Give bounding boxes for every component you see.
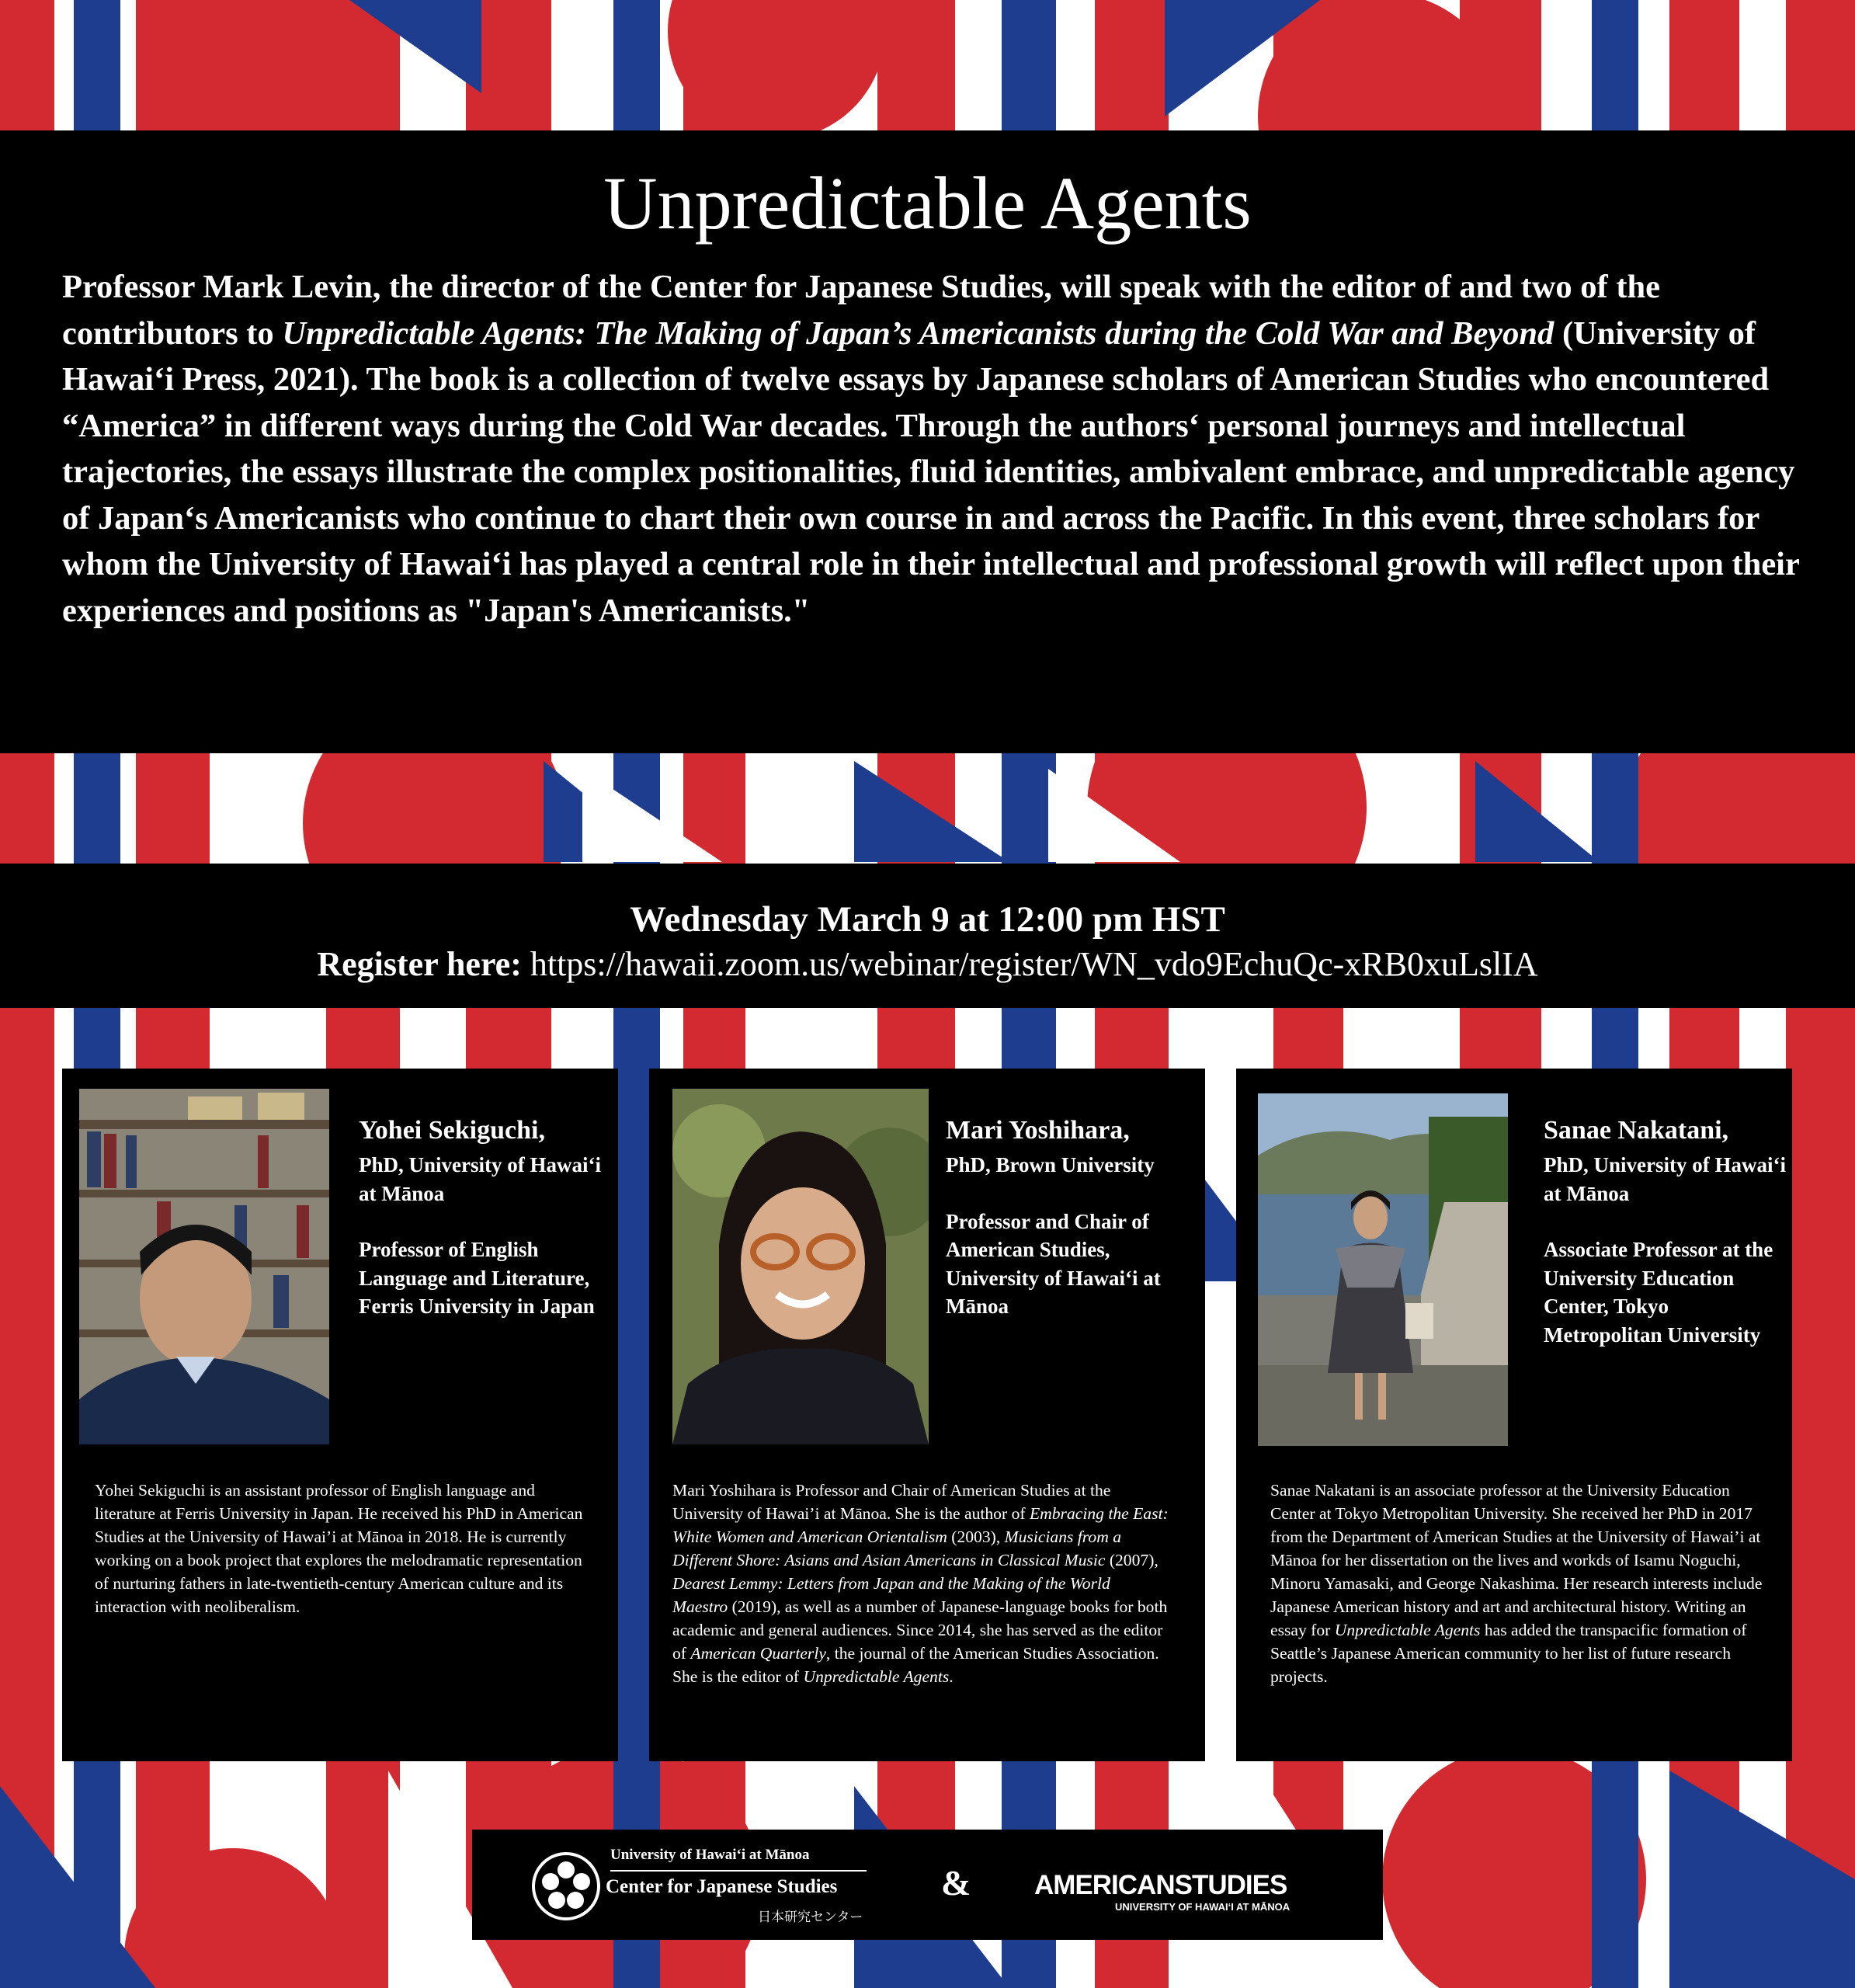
- speaker-name: Yohei Sekiguchi,: [359, 1116, 545, 1145]
- speaker-degree: PhD, University of Hawai‘i at Mānoa: [359, 1153, 601, 1205]
- american-studies-logo: AMERICANSTUDIES: [1034, 1870, 1287, 1900]
- bio-text: Sanae Nakatani is an associate professor at the University Education Center at Tokyo Metropolitan University. She received her PhD in 2017 from the Department of American Studies at the University of Hawai’i at Mānoa for her dissertation on the lives and workds of Isamu Noguchi, Minoru Yamasaki, and George Nakashima. Her research interests include Japanese American history and art and architectural history. Writing an essay for: [1270, 1481, 1763, 1639]
- cherry-blossom-logo-icon: [531, 1851, 601, 1921]
- register-label: Register here:: [317, 945, 522, 983]
- register-link[interactable]: https://hawaii.zoom.us/webinar/register/WN_vdo9EchuQc-xRB0xuLslIA: [530, 945, 1538, 983]
- cjs-divider: [610, 1870, 867, 1872]
- bio-text: Yohei Sekiguchi is an assistant professor of English language and literature at Ferris University in Japan. He received his PhD in American Studies at the University of Hawai’i at Mānoa in 2018. He is currently working on a book project that explores the melodramatic representation of nurturing fathers in late-twentieth-century American culture and its interaction with neoliberalism.: [95, 1481, 583, 1616]
- bio-text: (2007),: [1105, 1551, 1159, 1569]
- bio-book-title: Unpredictable Agents: [1334, 1621, 1481, 1639]
- speaker-credentials: [946, 1151, 1194, 1321]
- speaker-card-yoshihara: [649, 1069, 1205, 1761]
- speaker-bio: [95, 1479, 592, 1618]
- speaker-credentials: [359, 1151, 607, 1321]
- description-part-2: (University of Hawai‘i Press, 2021). The book is a collection of twelve essays by Japanese scholars of American Studies who encountered “America” in different ways during the Cold War decades. Through the authors‘ personal journeys and intellectual trajectories, the essays illustrate the complex positionalities, fluid identities, ambivalent embrace, and unpredictable agency of Japan‘s Americanists who continue to chart their own course in and across the Pacific. In this event, three scholars for whom the University of Hawai‘i has played a central role in their intellectual and professional growth will reflect upon their experiences and positions as "Japan's Americanists.": [62, 315, 1800, 629]
- description-part-1: Professor Mark Levin, the director of the Center for Japanese Studies, will speak with the editor of and two of the contributors to: [62, 269, 1660, 352]
- speaker-position: Professor and Chair of American Studies, University of Hawai‘i at Mānoa: [946, 1209, 1161, 1318]
- cjs-university-name: University of Hawai‘i at Mānoa: [610, 1847, 810, 1863]
- speaker-photo: [79, 1089, 329, 1444]
- bio-text: .: [949, 1667, 954, 1686]
- event-details-band: [0, 864, 1855, 1008]
- bio-book-title: Unpredictable Agents: [803, 1667, 950, 1686]
- speaker-position: Associate Professor at the University Education Center, Tokyo Metropolitan University: [1544, 1238, 1773, 1347]
- speaker-bio: [672, 1479, 1169, 1688]
- event-datetime: Wednesday March 9 at 12:00 pm HST: [630, 899, 1225, 940]
- speaker-degree: PhD, University of Hawai‘i at Mānoa: [1544, 1153, 1786, 1205]
- cjs-center-name: Center for Japanese Studies: [606, 1876, 838, 1897]
- ampersand: &: [941, 1863, 971, 1903]
- bio-journal-title: American Quarterly: [690, 1644, 826, 1663]
- bio-text: (2019), as well as a number of Japanese-language books for both academic and general audiences. Since 2014, she has served as the editor of: [672, 1597, 1168, 1663]
- sponsor-logos-bar: [472, 1830, 1383, 1940]
- speaker-degree: PhD, Brown University: [946, 1153, 1155, 1176]
- speaker-name: Sanae Nakatani,: [1544, 1116, 1729, 1145]
- speaker-card-nakatani: [1236, 1069, 1792, 1761]
- speaker-bio: [1270, 1479, 1767, 1688]
- hero-panel: [0, 130, 1855, 753]
- speaker-card-sekiguchi: [62, 1069, 618, 1761]
- bio-book-title: Embracing the East: White Women and American Orientalism: [672, 1504, 1169, 1546]
- american-studies-subtitle: UNIVERSITY OF HAWAI‘I AT MĀNOA: [1115, 1901, 1291, 1913]
- event-description: [62, 264, 1801, 634]
- speaker-credentials: [1544, 1151, 1792, 1349]
- speaker-position: Professor of English Language and Literature, Ferris University in Japan: [359, 1238, 595, 1318]
- bio-text: has added the transpacific formation of Seattle’s Japanese American community to her list of future research projects.: [1270, 1621, 1747, 1686]
- bio-text: Mari Yoshihara is Professor and Chair of American Studies at the University of Hawai’i at Mānoa. She is the author of: [672, 1481, 1111, 1523]
- registration-line: [0, 944, 1855, 985]
- bio-book-title: Dearest Lemmy: Letters from Japan and the Making of the World Maestro: [672, 1574, 1110, 1616]
- bio-text: , the journal of the American Studies Association. She is the editor of: [672, 1644, 1159, 1686]
- speaker-photo: [672, 1089, 929, 1444]
- book-title: Unpredictable Agents: The Making of Japan’s Americanists during the Cold War and Beyond: [282, 315, 1555, 352]
- bio-text: (2003),: [947, 1527, 1005, 1546]
- speaker-photo: [1258, 1092, 1508, 1448]
- cjs-japanese-name: 日本研究センター: [758, 1910, 863, 1925]
- bio-book-title: Musicians from a Different Shore: Asians and Asian Americans in Classical Music: [672, 1527, 1121, 1569]
- page-title: Unpredictable Agents: [603, 162, 1252, 245]
- speaker-name: Mari Yoshihara,: [946, 1116, 1130, 1145]
